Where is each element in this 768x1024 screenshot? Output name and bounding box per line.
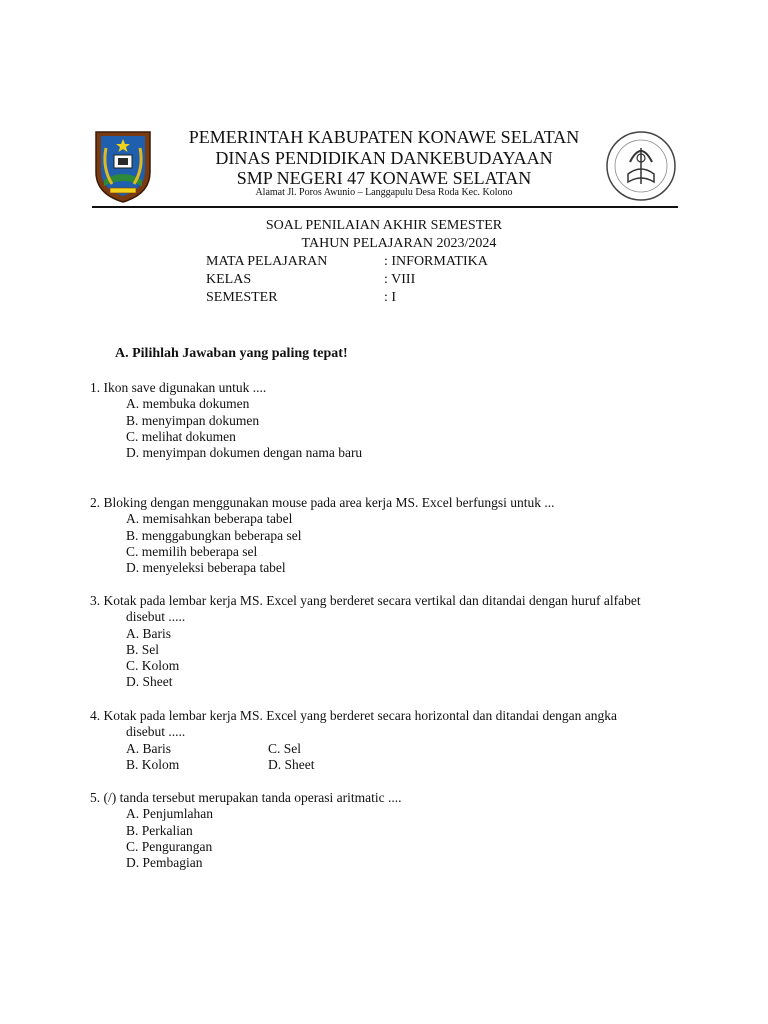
info-label: MATA PELAJARAN [206,254,328,269]
info-value: : I [384,290,397,305]
question-5 [90,790,402,871]
question-stem: 1. Ikon save digunakan untuk .... [90,380,267,395]
answer-option: A. Baris [126,740,171,756]
question-stem: 5. (/) tanda tersebut merupakan tanda operasi aritmatic .... [90,790,402,805]
tut-wuri-handayani-logo [604,128,678,204]
question-stem: 4. Kotak pada lembar kerja MS. Excel yang berderet secara horizontal dan ditandai dengan angka [90,708,618,723]
answer-option: C. Kolom [126,658,180,674]
header-address: Alamat Jl. Poros Awunio – Langgapulu Desa Roda Kec. Kolono [255,187,513,198]
answer-option: C. Sel [268,740,302,756]
exam-title: SOAL PENILAIAN AKHIR SEMESTER [265,218,503,233]
info-value: : INFORMATIKA [384,254,488,269]
header-divider [92,206,678,208]
exam-year: TAHUN PELAJARAN 2023/2024 [301,236,497,251]
answer-option: D. Sheet [268,756,315,772]
question-stem: 3. Kotak pada lembar kerja MS. Excel yang berderet secara vertikal dan ditandai dengan huruf alfabet [90,593,641,608]
header-school-name: SMP NEGERI 47 KONAWE SELATAN [236,168,532,188]
answer-option: B. menyimpan dokumen [126,412,260,428]
answer-option: D. Pembagian [126,855,203,871]
question-1 [90,380,362,461]
answer-option: A. Baris [126,625,171,641]
answer-option: A. membuka dokumen [126,396,250,412]
answer-option: D. menyeleksi beberapa tabel [126,560,286,576]
answer-option: A. Penjumlahan [126,806,213,822]
tut-wuri-handayani-emblem-icon [604,128,678,204]
answer-option: D. Sheet [126,674,173,690]
answer-option: B. menggabungkan beberapa sel [126,527,302,543]
question-4 [90,708,617,773]
info-label: SEMESTER [206,290,278,305]
answer-options-grid [90,741,617,774]
info-value: : VIII [384,272,416,287]
answer-option: C. Pengurangan [126,838,213,854]
question-3 [90,593,641,691]
question-stem-continuation: disebut ..... [126,609,186,625]
header-government-name: PEMERINTAH KABUPATEN KONAWE SELATAN [188,127,580,147]
answer-option: B. Kolom [126,756,180,772]
answer-option: B. Sel [126,641,160,657]
header-department-name: DINAS PENDIDIKAN DANKEBUDAYAAN [215,148,553,168]
answer-option: C. memilih beberapa sel [126,543,258,559]
answer-option: C. melihat dokumen [126,428,236,444]
question-stem-continuation: disebut ..... [126,724,186,740]
answer-option: A. memisahkan beberapa tabel [126,511,293,527]
section-heading: A. Pilihlah Jawaban yang paling tepat! [115,346,348,361]
info-label: KELAS [206,272,252,287]
answer-option: D. menyimpan dokumen dengan nama baru [126,445,363,461]
question-2 [90,495,555,576]
question-stem: 2. Bloking dengan menggunakan mouse pada area kerja MS. Excel berfungsi untuk ... [90,495,555,510]
answer-option: B. Perkalian [126,822,193,838]
